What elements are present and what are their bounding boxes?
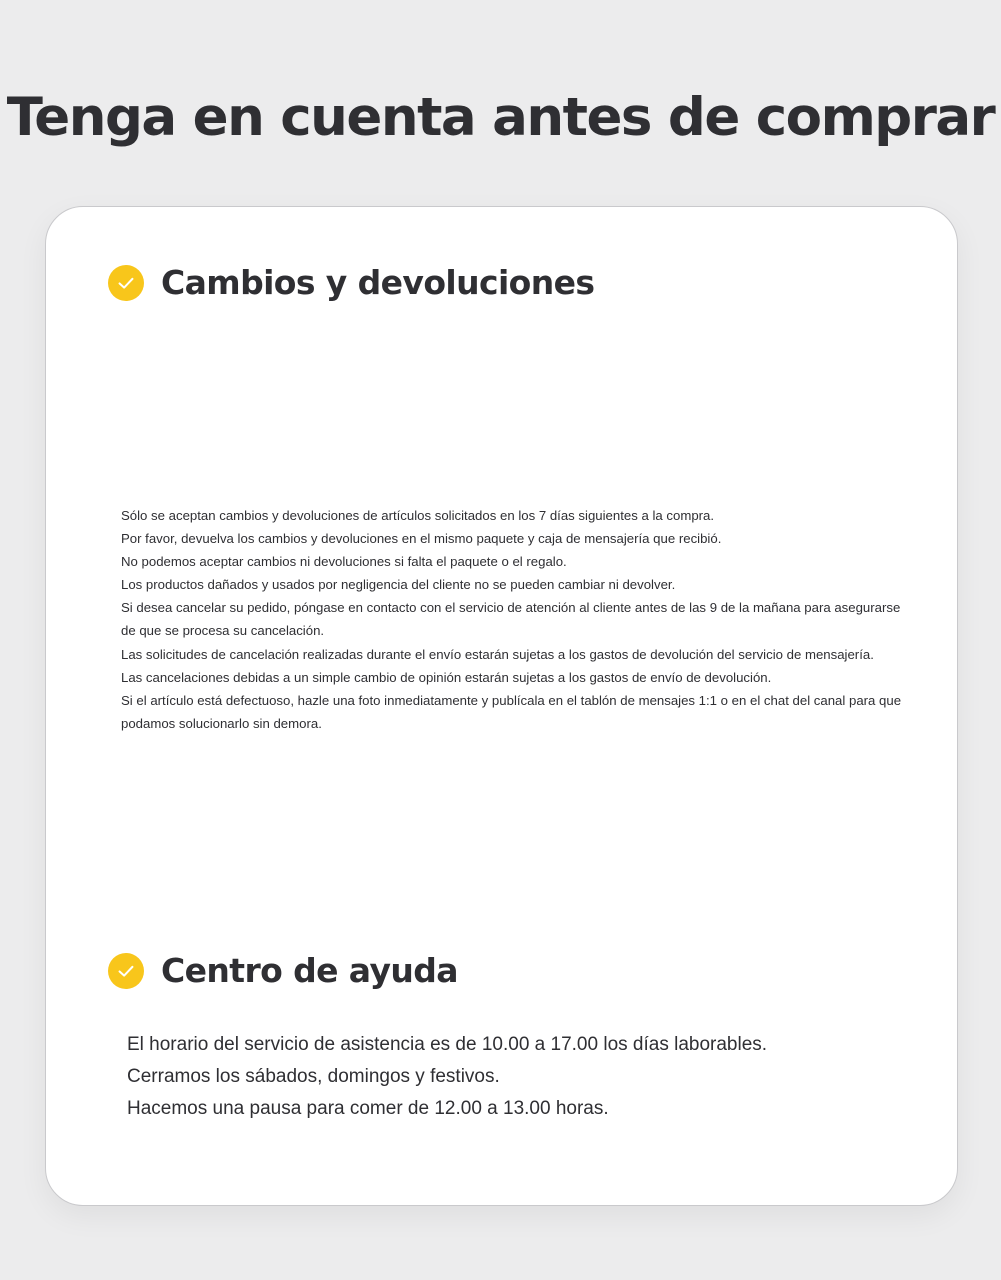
list-item: Sólo se aceptan cambios y devoluciones de artículos solicitados en los 7 días siguientes a la compra.: [121, 508, 715, 523]
list-item: Las cancelaciones debidas a un simple cambio de opinión estarán sujetas a los gastos de envío de devolución.: [121, 669, 772, 685]
check-circle-icon: [108, 265, 144, 301]
list-item: Las solicitudes de cancelación realizadas durante el envío estarán sujetas a los gastos de devolución del servicio de mensajería.: [121, 646, 874, 662]
list-item: Hacemos una pausa para comer de 12.00 a 13.00 horas.: [127, 1098, 609, 1119]
section-header-returns: [108, 257, 594, 309]
section-header-help-center: [108, 945, 458, 997]
list-item: Si desea cancelar su pedido, póngase en contacto con el servicio de atención al cliente antes de las 9 de la mañana para asegurarse de que se procesa su cancelación.: [121, 600, 901, 639]
list-item: No podemos aceptar cambios ni devoluciones si falta el paquete o el regalo.: [121, 554, 567, 570]
list-item: Los productos dañados y usados por negligencia del cliente no se pueden cambiar ni devolver.: [121, 577, 676, 593]
list-item: Cerramos los sábados, domingos y festivos.: [127, 1066, 500, 1087]
section-title: Centro de ayuda: [161, 951, 458, 990]
list-item: El horario del servicio de asistencia es de 10.00 a 17.00 los días laborables.: [127, 1034, 768, 1055]
returns-policy-list: [121, 504, 911, 735]
list-item: Si el artículo está defectuoso, hazle una foto inmediatamente y publícala en el tablón de mensajes 1:1 o en el chat del canal para que podamos solucionarlo sin demora.: [121, 692, 902, 731]
help-center-list: [127, 1029, 887, 1125]
section-title: Cambios y devoluciones: [161, 263, 595, 302]
list-item: Por favor, devuelva los cambios y devoluciones en el mismo paquete y caja de mensajería que recibió.: [121, 531, 722, 547]
info-card: [45, 206, 958, 1206]
check-circle-icon: [108, 953, 144, 989]
page-title: Tenga en cuenta antes de comprar: [6, 87, 995, 148]
